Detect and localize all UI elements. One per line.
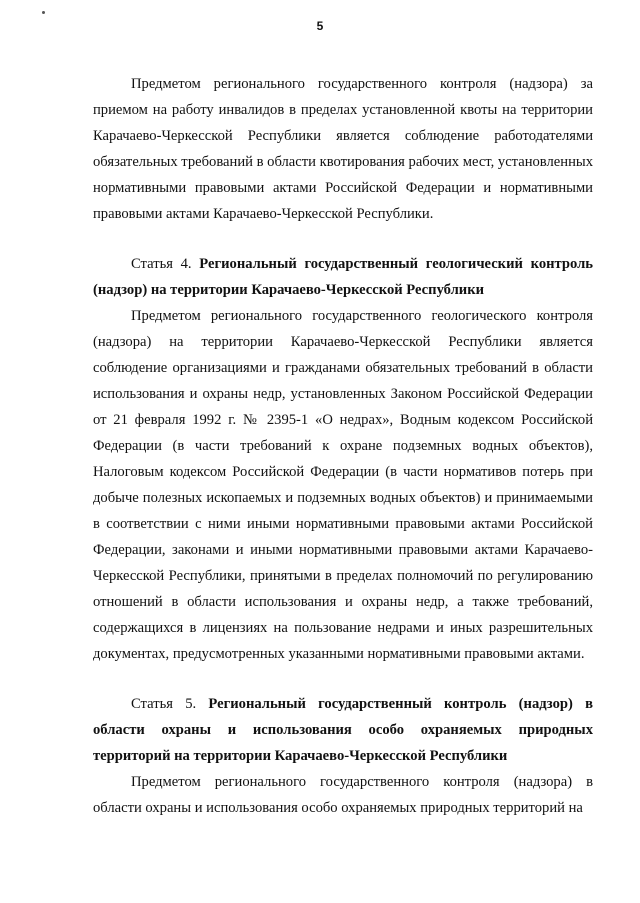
article-4-title: Региональный государственный геологический контроль (надзор) на территории Карачаево-Черкесской Республики xyxy=(93,256,593,298)
article-4-label: Статья 4. xyxy=(131,256,192,272)
paragraph-quota-control: Предметом регионального государственного контроля (надзора) за приемом на работу инвалидов в пределах установленной квоты на территории Карачаево-Черкесской Республики является соблюдение работодателями обязательных требований в области квотирования рабочих мест, установленных нормативными правовыми актами Российской Федерации и нормативными правовыми актами Карачаево-Черкесской Республики. xyxy=(93,76,593,222)
paragraph-protected-areas-control: Предметом регионального государственного контроля (надзора) в области охраны и использования особо охраняемых природных территорий на xyxy=(93,774,593,816)
article-5-heading xyxy=(93,691,593,769)
section-gap xyxy=(93,227,593,251)
article-5-label: Статья 5. xyxy=(131,696,197,712)
section-gap xyxy=(93,667,593,691)
page-number: 5 xyxy=(316,19,324,33)
paragraph-geological-control: Предметом регионального государственного геологического контроля (надзора) на территории Карачаево-Черкесской Республики является соблюдение организациями и гражданами обязательных требований в области использования и охраны недр, установленных Законом Российской Федерации от 21 февраля 1992 г. № 2395-1 «О недрах», Водным кодексом Российской Федерации (в части требований к охране подземных водных объектов), Налоговым кодексом Российской Федерации (в части нормативов потерь при добыче полезных ископаемых и подземных водных объектов) и принимаемыми в соответствии с ними иными нормативными правовыми актами Российской Федерации, законами и иными нормативными правовыми актами Карачаево-Черкесской Республики, принятыми в пределах полномочий по регулированию отношений в области использования и охраны недр, а также требований, содержащихся в лицензиях на пользование недрами и иных разрешительных документах, предусмотренных указанными нормативными правовыми актами. xyxy=(93,308,593,662)
article-5-title: Региональный государственный контроль (надзор) в области охраны и использования особо охраняемых природных территорий на территории Карачаево-Черкесской Республики xyxy=(93,696,593,764)
scan-speck xyxy=(42,11,45,14)
article-4-heading xyxy=(93,251,593,303)
document-body xyxy=(93,71,593,821)
